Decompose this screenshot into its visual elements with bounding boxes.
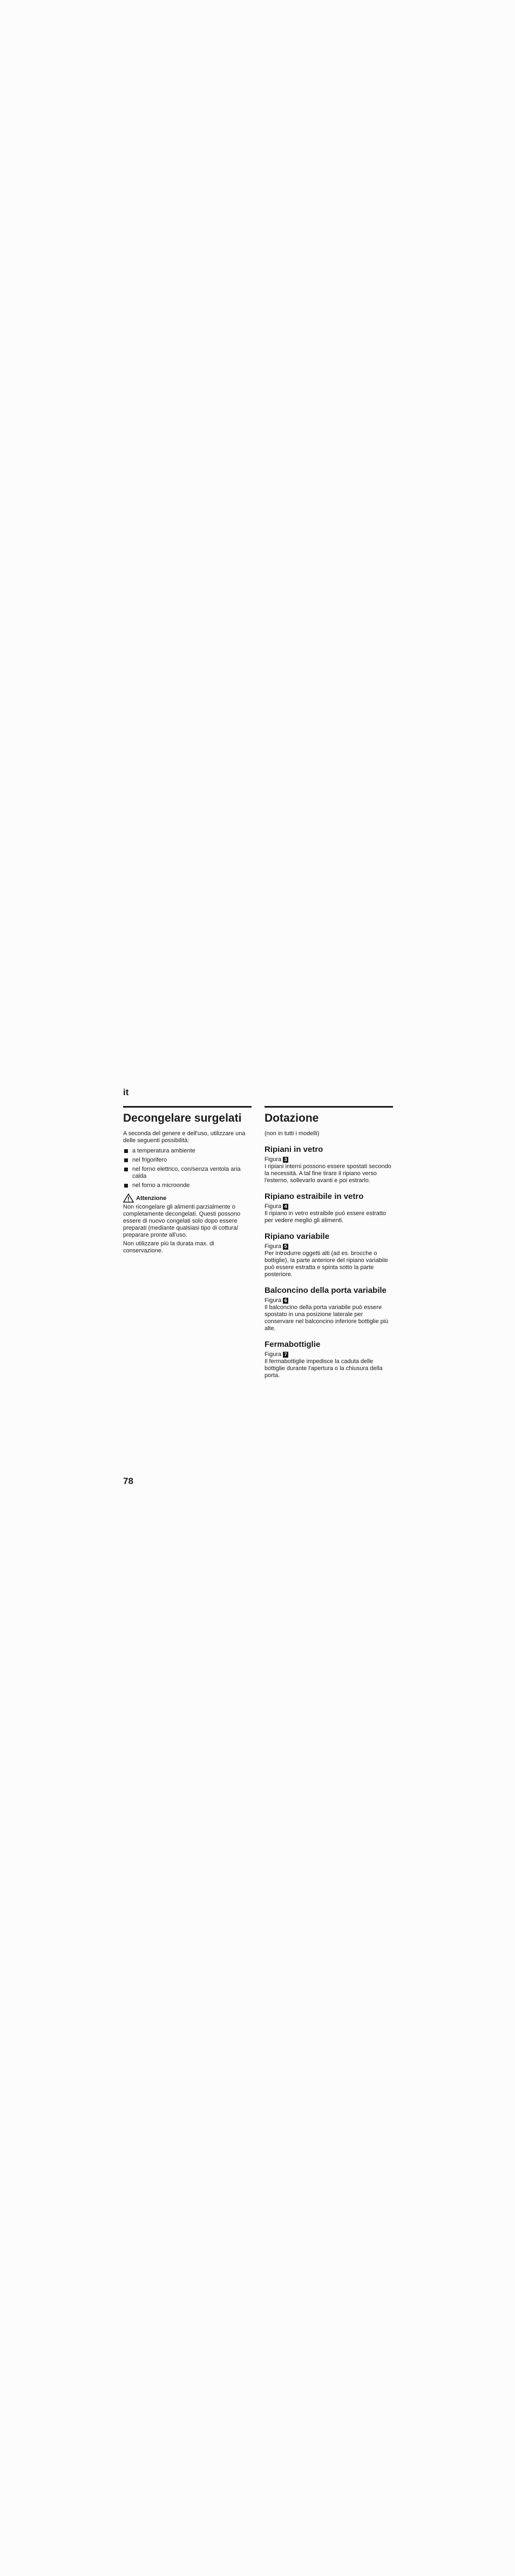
subsection-title: Balconcino della porta variabile: [265, 1286, 387, 1295]
list-item: nel forno elettrico, con/senza ventola aria calda: [123, 1166, 252, 1180]
bullet-icon: [124, 1184, 128, 1188]
figure-number-badge: 3: [283, 1157, 288, 1163]
subsection-text: Per introdurre oggetti alti (ad es. brocche o bottiglie), la parte anteriore del ripiano variabile può essere estratta e spinta sotto la parte posteriore.: [265, 1250, 388, 1278]
figure-number-badge: 5: [283, 1244, 288, 1250]
subsection-title: Fermabottiglie: [265, 1340, 321, 1349]
bullet-icon: [124, 1158, 128, 1162]
warning-text: Non ricongelare gli alimenti parzialmente o completamente decongelati. Questi possono essere di nuovo congelati solo dopo essere preparati (mediante qualsiasi tipo di cottura/ preparare pronte all'uso.: [123, 1204, 241, 1238]
warning-heading: [123, 1193, 252, 1203]
figure-reference: Figura 6: [265, 1297, 393, 1304]
page-number: 78: [123, 1476, 133, 1486]
subsection-text: Il fermabottiglie impedisce la caduta delle bottiglie durante l'apertura o la chiusura della porta.: [265, 1358, 383, 1379]
subsection-title: Ripiani in vetro: [265, 1145, 323, 1154]
options-list: [123, 1148, 252, 1189]
figure-reference: Figura 7: [265, 1351, 393, 1358]
section-defrosting: [123, 1106, 252, 1256]
section-rule: [123, 1106, 252, 1108]
figure-reference: Figura 3: [265, 1156, 393, 1163]
warning-text: Non utilizzare più la durata max. di conservazione.: [123, 1240, 214, 1254]
section-rule: [265, 1106, 393, 1108]
figure-reference: Figura 5: [265, 1243, 393, 1250]
subsection-title: Ripiano estraibile in vetro: [265, 1192, 364, 1201]
figure-number-badge: 6: [283, 1298, 288, 1304]
list-item: a temperatura ambiente: [123, 1148, 252, 1155]
subsection-text: I ripiani interni possono essere spostati secondo la necessità. A tal fine tirare il ripiano verso l'esterno, sollevarlo avanti e poi estrarlo.: [265, 1163, 391, 1184]
subsection-pullout-glass-shelf: [265, 1192, 393, 1224]
figure-reference: Figura 4: [265, 1203, 393, 1210]
warning-triangle-icon: [123, 1193, 134, 1203]
list-item: nel forno a microonde: [123, 1182, 252, 1189]
subsection-variable-shelf: [265, 1232, 393, 1278]
section-title: Dotazione: [265, 1112, 319, 1124]
intro-text: A seconda del genere e dell'uso, utilizzare una delle seguenti possibilità:: [123, 1130, 246, 1144]
subsection-door-shelf: [265, 1286, 393, 1332]
subsection-text: Il ripiano in vetro estraibile può essere estratto per vedere meglio gli alimenti.: [265, 1210, 387, 1224]
warning-label: Attenzione: [136, 1195, 167, 1202]
subsection-bottle-holder: [265, 1340, 393, 1379]
section-equipment: [265, 1106, 393, 1381]
section-subtitle: (non in tutti i modelli): [265, 1130, 320, 1137]
language-code: it: [123, 1087, 129, 1097]
list-item: nel frigorifero: [123, 1157, 252, 1164]
figure-number-badge: 7: [283, 1352, 288, 1358]
figure-number-badge: 4: [283, 1204, 288, 1210]
subsection-title: Ripiano variabile: [265, 1232, 330, 1241]
bullet-icon: [124, 1168, 128, 1171]
subsection-text: Il balconcino della porta variabile può essere spostato in una posizione laterale per conservare nel balconcino inferiore bottiglie più alte.: [265, 1304, 389, 1332]
bullet-icon: [124, 1149, 128, 1153]
subsection-glass-shelves: [265, 1145, 393, 1184]
section-title: Decongelare surgelati: [123, 1112, 242, 1124]
